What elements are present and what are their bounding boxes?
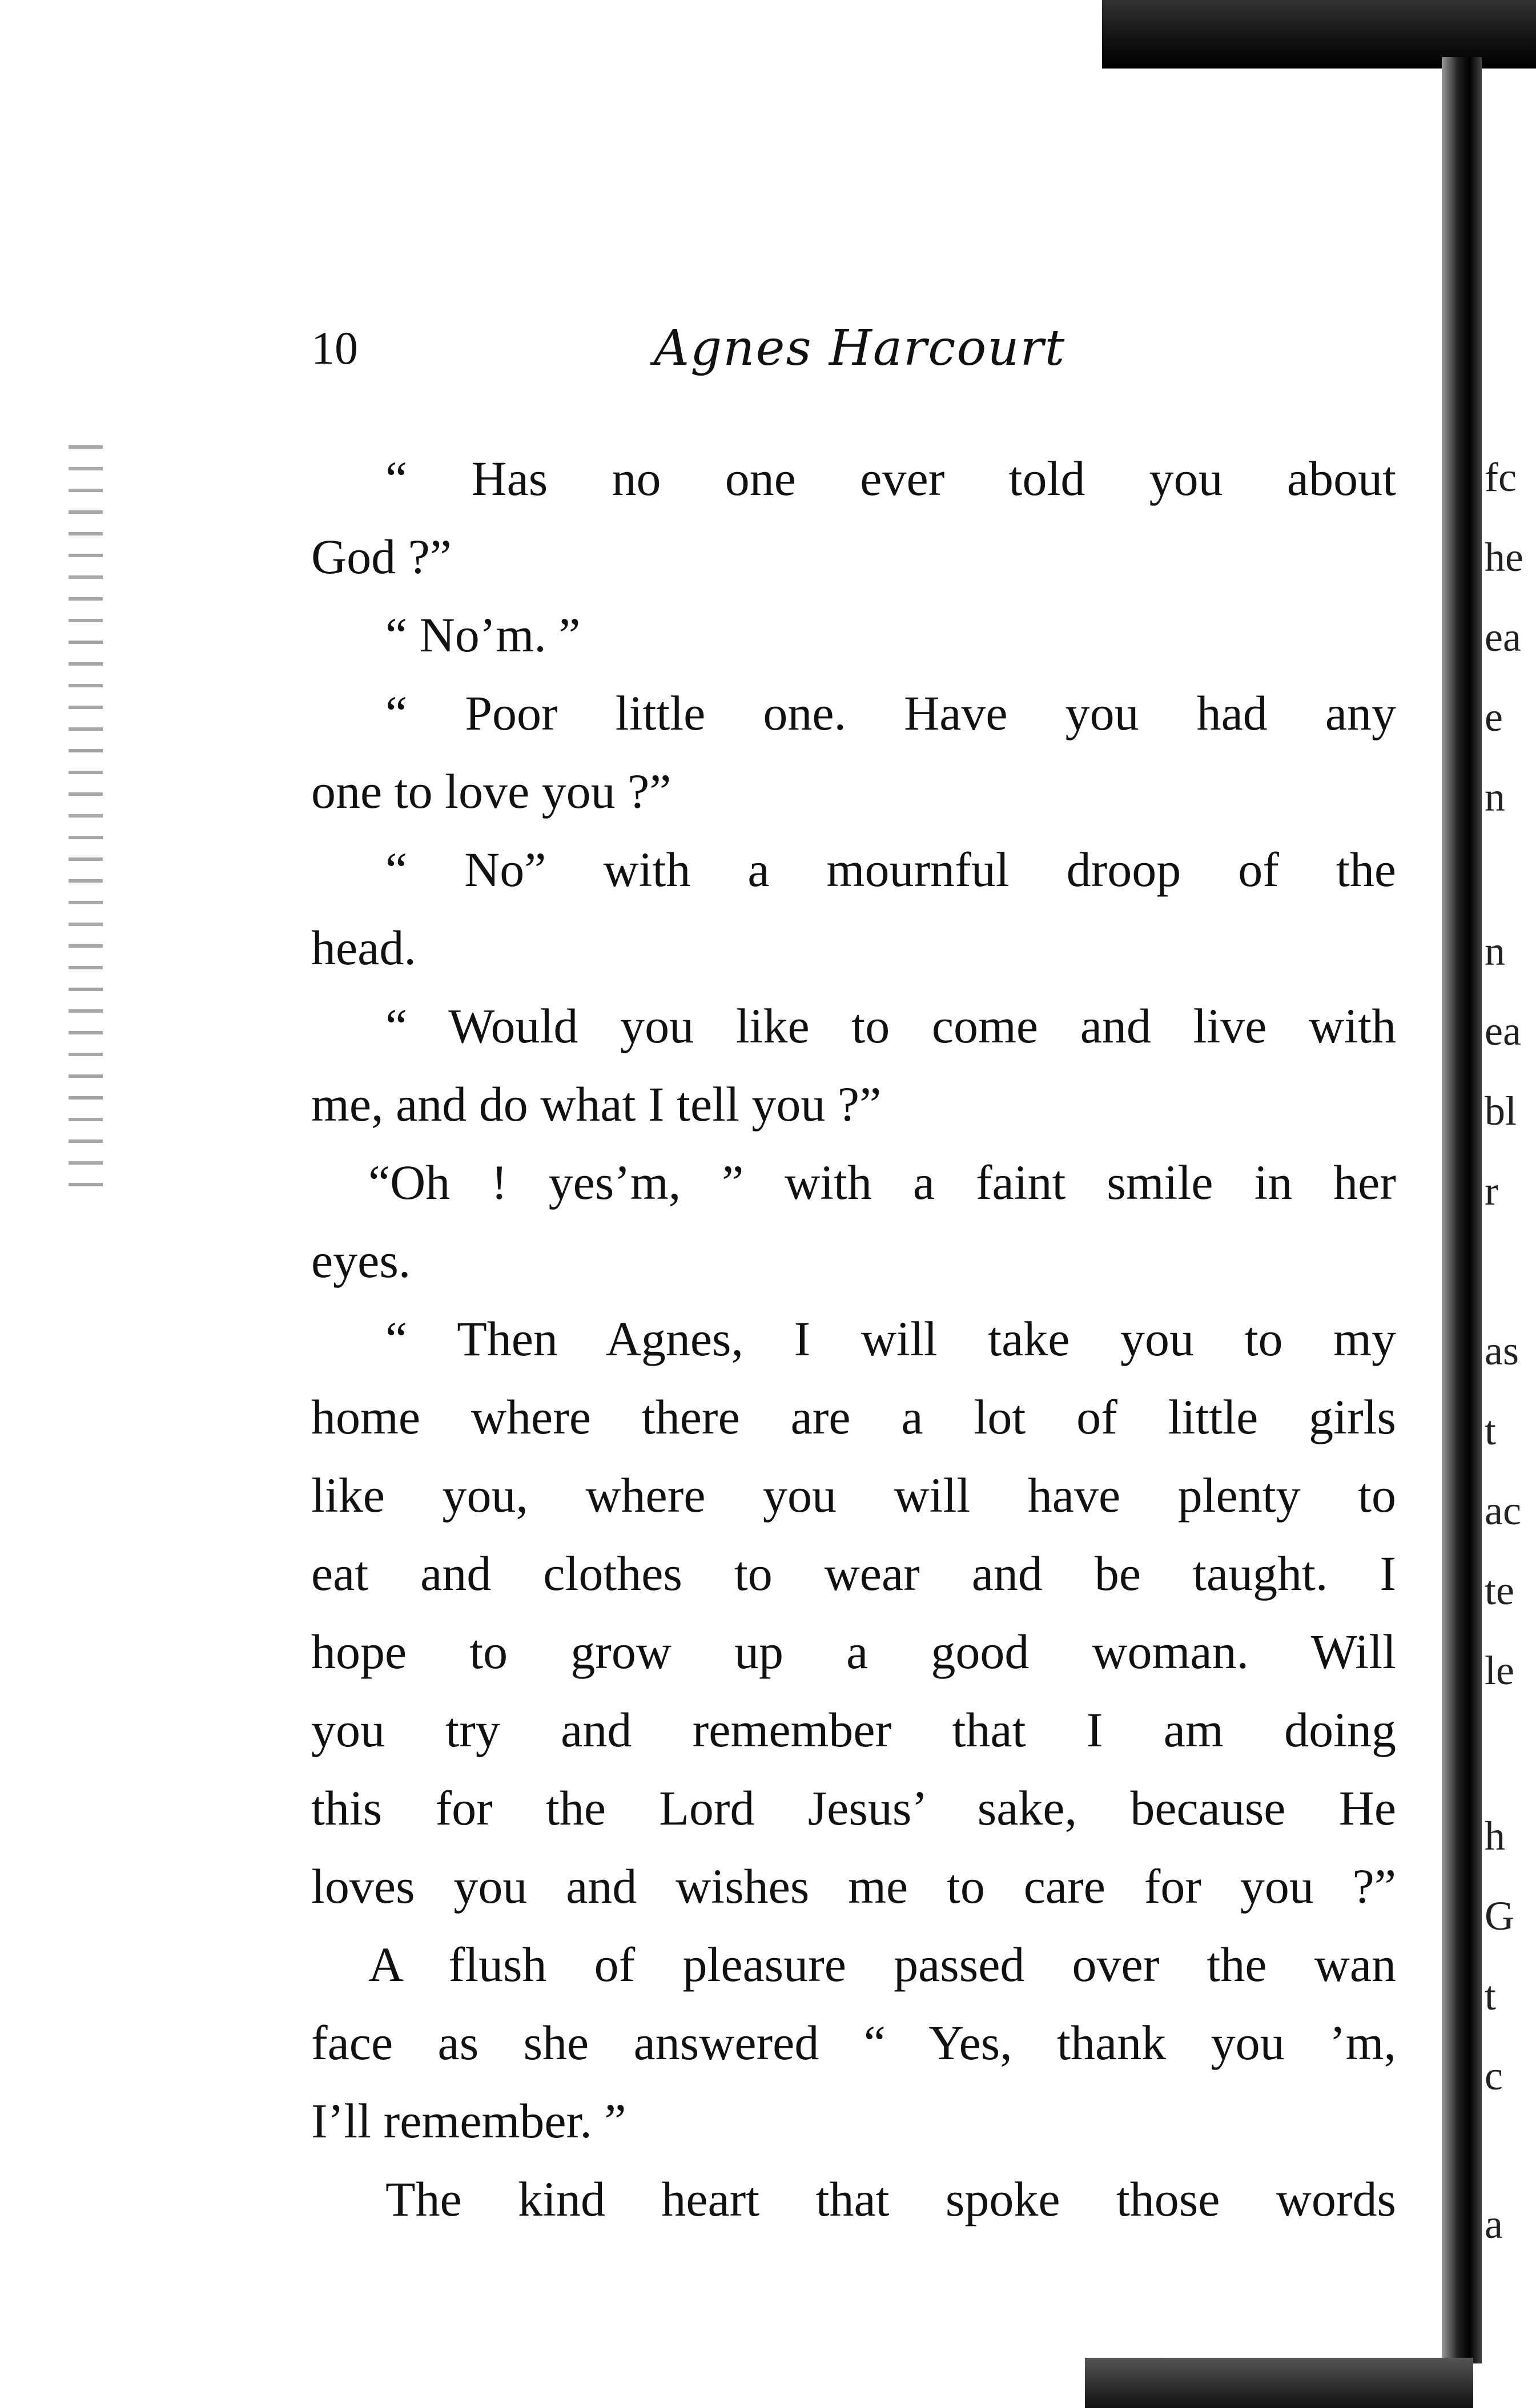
facing-fragment: c xyxy=(1485,2053,1503,2099)
text-line: I’ll remember. ” xyxy=(311,2093,626,2148)
facing-fragment: ea xyxy=(1485,1008,1521,1054)
text-line: home where there are a lot of little girls xyxy=(311,1390,1396,1444)
text-line: eat and clothes to wear and be taught. I xyxy=(311,1546,1396,1601)
facing-fragment: ac xyxy=(1485,1488,1521,1533)
page-number: 10 xyxy=(311,322,358,374)
text-line: “ Has no one ever told you about xyxy=(385,451,1396,506)
facing-fragment: as xyxy=(1485,1328,1519,1374)
text-line: “ Poor little one. Have you had any xyxy=(385,686,1396,740)
text-line: “ No’m. ” xyxy=(385,607,581,662)
facing-fragment: te xyxy=(1485,1568,1514,1613)
facing-fragment: bl xyxy=(1485,1088,1517,1134)
facing-fragment: ea xyxy=(1485,614,1521,660)
text-line: “ No” with a mournful droop of the xyxy=(385,842,1396,897)
text-line: loves you and wishes me to care for you ?” xyxy=(311,1859,1396,1914)
scan-binding-shadow-gutter xyxy=(1442,57,1482,2363)
text-line: like you, where you will have plenty to xyxy=(311,1468,1396,1523)
facing-fragment: h xyxy=(1485,1813,1505,1859)
facing-fragment: e xyxy=(1485,694,1503,740)
text-line: The kind heart that spoke those words xyxy=(385,2172,1396,2226)
text-line: this for the Lord Jesus’ sake, because He xyxy=(311,1781,1396,1835)
facing-fragment: t xyxy=(1485,1973,1497,2019)
facing-fragment: n xyxy=(1485,928,1505,974)
page-header xyxy=(311,317,1396,380)
facing-fragment: n xyxy=(1485,774,1505,820)
facing-fragment: a xyxy=(1485,2201,1503,2247)
facing-fragment: le xyxy=(1485,1648,1514,1693)
text-line: “ Then Agnes, I will take you to my xyxy=(385,1311,1396,1366)
running-title: Agnes Harcourt xyxy=(654,320,1066,377)
scan-edge-noise xyxy=(69,445,103,1187)
text-line: “ Would you like to come and live with xyxy=(385,998,1396,1053)
facing-fragment: G xyxy=(1485,1893,1514,1939)
scan-binding-shadow-bottom xyxy=(1085,2358,1473,2408)
facing-fragment: he xyxy=(1485,534,1523,580)
text-line: you try and remember that I am doing xyxy=(311,1702,1396,1757)
text-line: God ?” xyxy=(311,529,452,584)
text-line: hope to grow up a good woman. Will xyxy=(311,1624,1396,1679)
text-line: one to love you ?” xyxy=(311,764,672,819)
text-line: head. xyxy=(311,920,416,975)
text-line: A flush of pleasure passed over the wan xyxy=(368,1937,1396,1992)
text-line: eyes. xyxy=(311,1233,411,1288)
facing-fragment: t xyxy=(1485,1408,1497,1453)
text-line: “Oh ! yes’m, ” with a faint smile in her xyxy=(368,1155,1396,1210)
text-line: me, and do what I tell you ?” xyxy=(311,1077,882,1131)
facing-page-edge xyxy=(1485,454,1536,2341)
facing-fragment: fc xyxy=(1485,454,1517,500)
body-text xyxy=(311,440,1396,2238)
facing-fragment: r xyxy=(1485,1168,1498,1214)
text-line: face as she answered “ Yes, thank you ’m, xyxy=(311,2015,1396,2070)
